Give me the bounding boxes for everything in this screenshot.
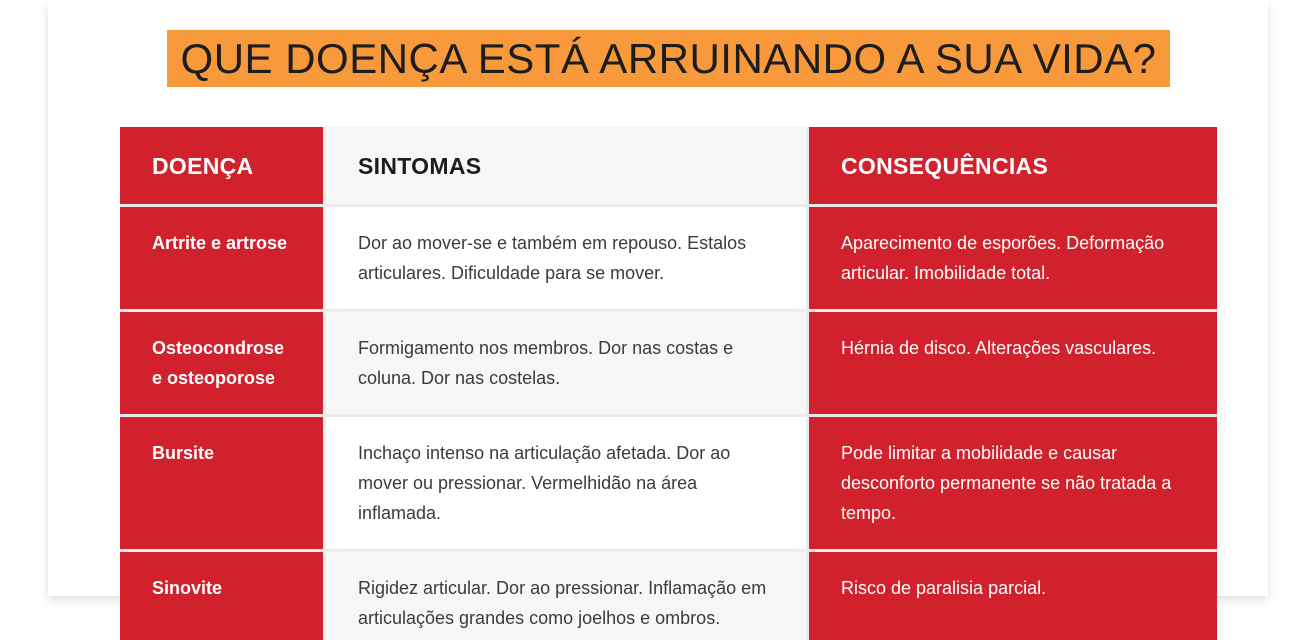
disease-table <box>120 127 1217 640</box>
row-osteocondrose-doenca: Osteocondrose e osteoporose <box>120 312 323 414</box>
title-bar <box>120 30 1217 115</box>
row-bursite-sintomas: Inchaço intenso na articulação afetada. Dor ao mover ou pressionar. Vermelhidão na área inflamada. <box>326 417 806 549</box>
table-header-sintomas: SINTOMAS <box>326 127 806 204</box>
content-inner <box>120 30 1217 640</box>
row-artrite-sintomas: Dor ao mover-se e também em repouso. Estalos articulares. Dificuldade para se mover. <box>326 207 806 309</box>
table-header-consequencias: CONSEQUÊNCIAS <box>809 127 1217 204</box>
table-header-doenca: DOENÇA <box>120 127 323 204</box>
row-artrite-doenca: Artrite e artrose <box>120 207 323 309</box>
row-sinovite-doenca: Sinovite <box>120 552 323 640</box>
row-osteocondrose-consequencias: Hérnia de disco. Alterações vasculares. <box>809 312 1217 414</box>
row-sinovite-consequencias: Risco de paralisia parcial. <box>809 552 1217 640</box>
row-osteocondrose-sintomas: Formigamento nos membros. Dor nas costas e coluna. Dor nas costelas. <box>326 312 806 414</box>
content-card <box>48 0 1268 628</box>
row-sinovite-sintomas: Rigidez articular. Dor ao pressionar. Inflamação em articulações grandes como joelhos e ombros. <box>326 552 806 640</box>
row-artrite-consequencias: Aparecimento de esporões. Deformação articular. Imobilidade total. <box>809 207 1217 309</box>
row-bursite-doenca: Bursite <box>120 417 323 549</box>
page-title: QUE DOENÇA ESTÁ ARRUINANDO A SUA VIDA? <box>167 30 1171 87</box>
row-bursite-consequencias: Pode limitar a mobilidade e causar desconforto permanente se não tratada a tempo. <box>809 417 1217 549</box>
